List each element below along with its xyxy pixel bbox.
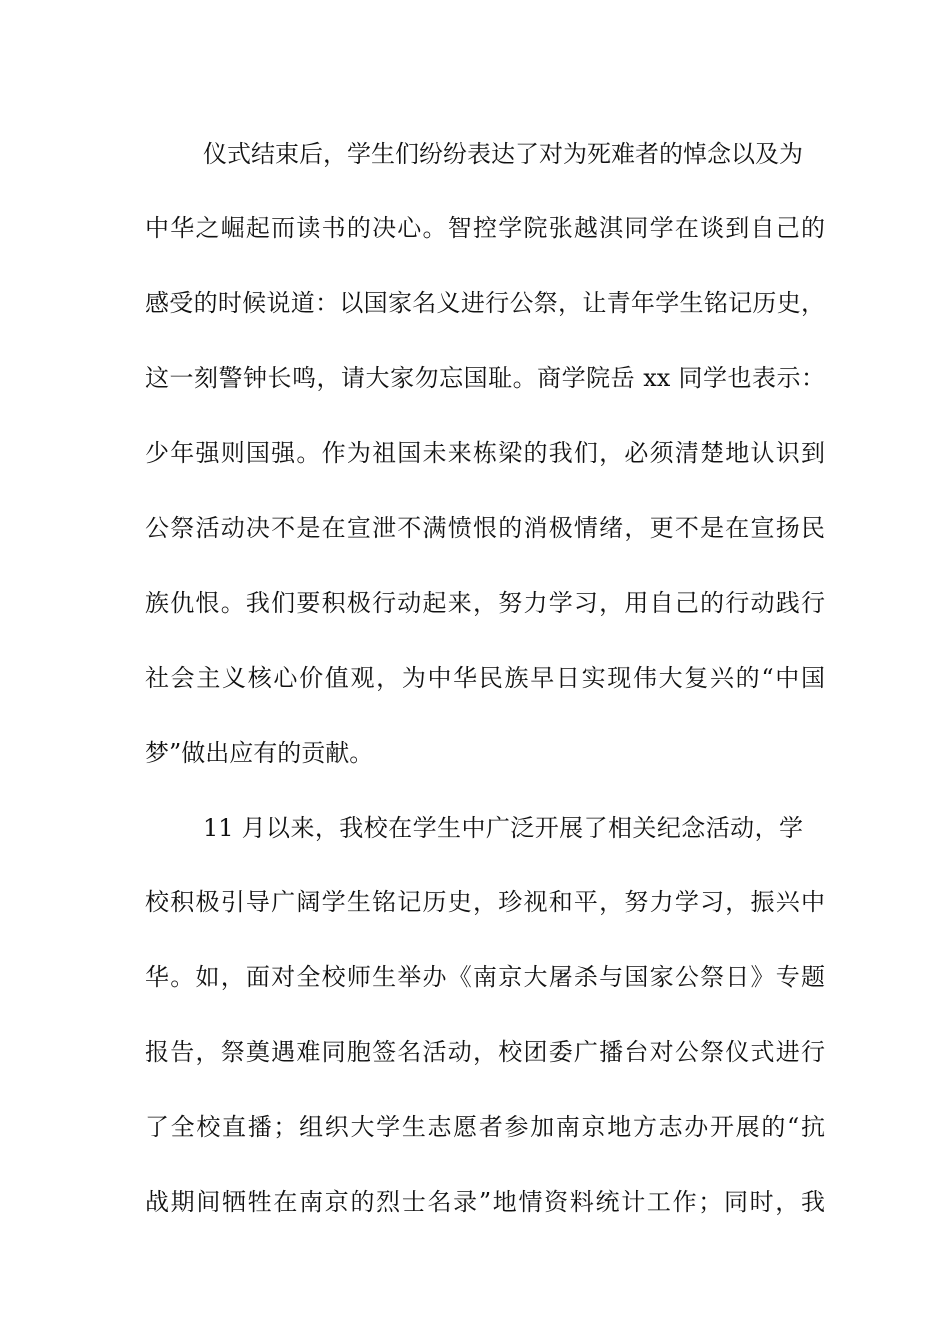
paragraph-1-line-4: 这一刻警钟长鸣，请大家勿忘国耻。商学院岳 xx 同学也表示： — [145, 364, 825, 392]
paragraph-1-line-7: 族仇恨。我们要积极行动起来，努力学习，用自己的行动践行 — [145, 589, 825, 617]
paragraph-1-line-8: 社会主义核心价值观，为中华民族早日实现伟大复兴的“中国 — [145, 664, 825, 692]
paragraph-2-line-1: 11 月以来，我校在学生中广泛开展了相关纪念活动，学 — [203, 814, 803, 842]
paragraph-1-line-5: 少年强则国强。作为祖国未来栋梁的我们，必须清楚地认识到 — [145, 439, 825, 467]
paragraph-1-line-2: 中华之崛起而读书的决心。智控学院张越淇同学在谈到自己的 — [145, 214, 825, 242]
paragraph-2-line-4: 报告，祭奠遇难同胞签名活动，校团委广播台对公祭仪式进行 — [145, 1038, 825, 1066]
paragraph-2-line-6: 战期间牺牲在南京的烈士名录”地情资料统计工作；同时，我 — [145, 1188, 825, 1216]
paragraph-1-line-9: 梦”做出应有的贡献。 — [145, 739, 374, 767]
paragraph-1-line-6: 公祭活动决不是在宣泄不满愤恨的消极情绪，更不是在宣扬民 — [145, 514, 825, 542]
paragraph-1-line-1: 仪式结束后，学生们纷纷表达了对为死难者的悼念以及为 — [203, 140, 803, 168]
paragraph-2-line-2: 校积极引导广阔学生铭记历史，珍视和平，努力学习，振兴中 — [145, 888, 825, 916]
paragraph-1-line-3: 感受的时候说道：以国家名义进行公祭，让青年学生铭记历史， — [145, 289, 825, 317]
paragraph-2-line-5: 了全校直播；组织大学生志愿者参加南京地方志办开展的“抗 — [145, 1113, 825, 1141]
paragraph-2-line-3: 华。如，面对全校师生举办《南京大屠杀与国家公祭日》专题 — [145, 963, 825, 991]
